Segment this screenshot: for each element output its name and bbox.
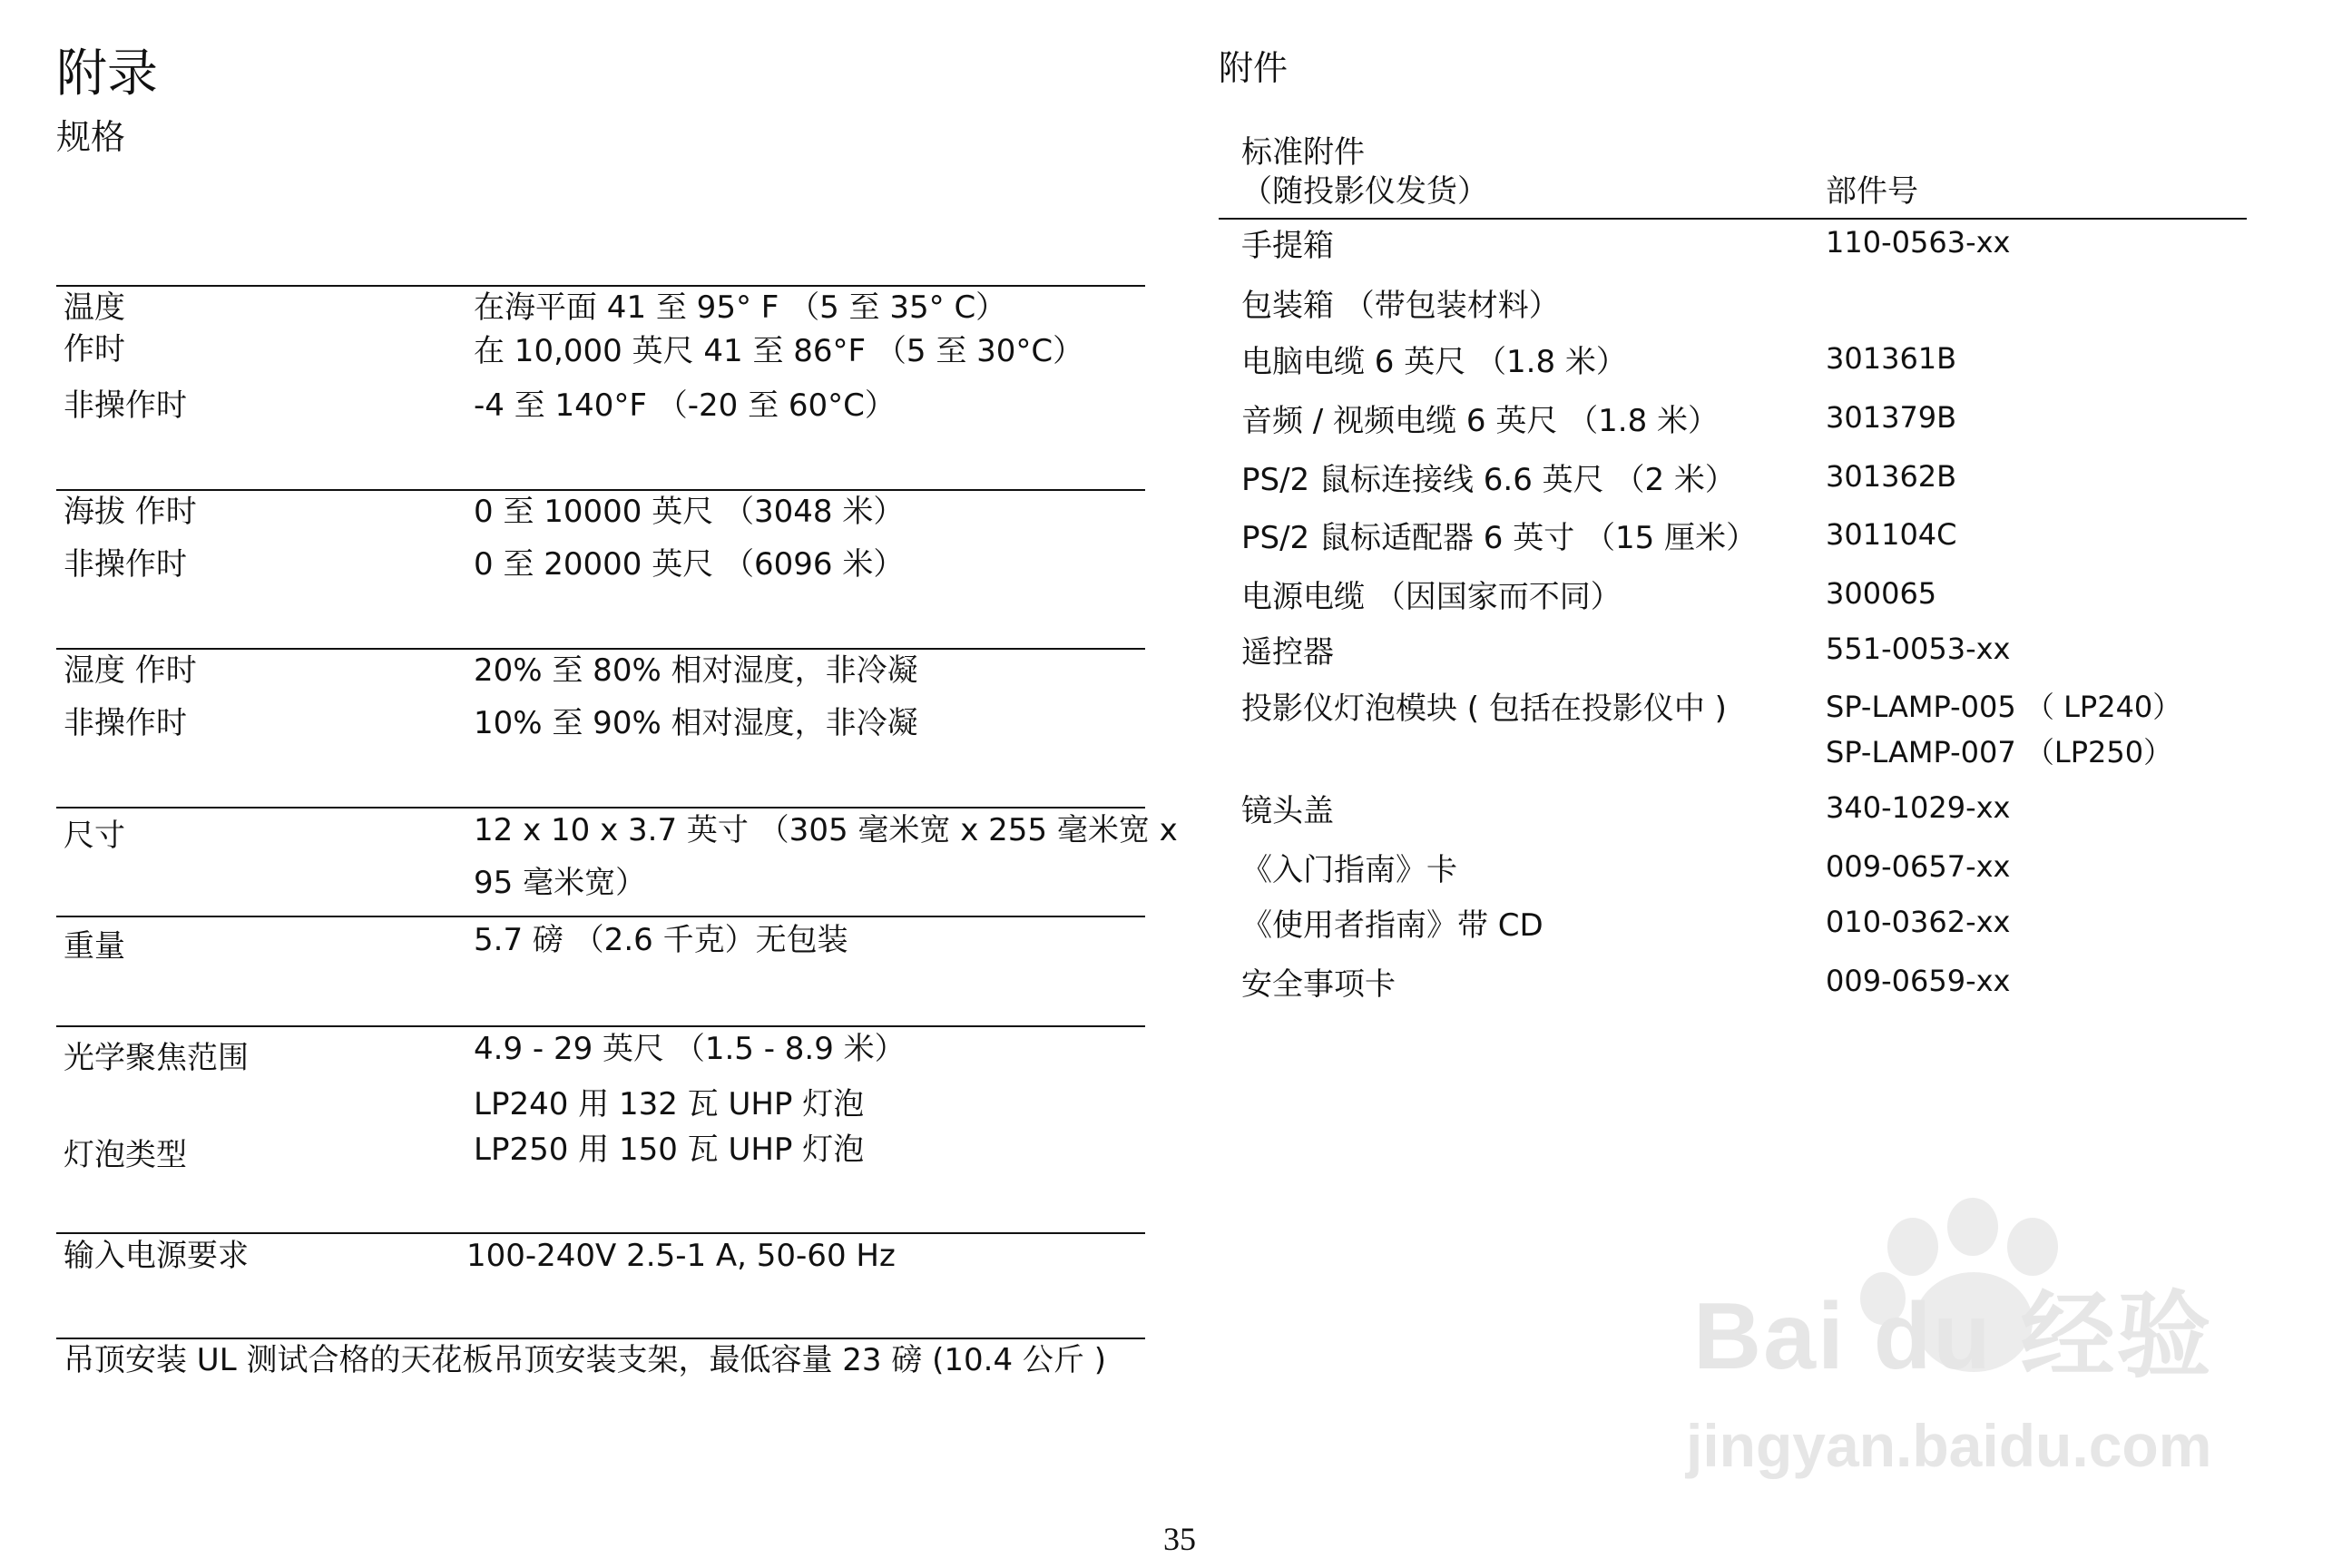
accessory-name: PS/2 鼠标连接线 6.6 英尺 （2 米）: [1241, 462, 1736, 498]
altitude-nonop-value: 0 至 20000 英尺 （6096 米）: [474, 546, 905, 583]
dimensions-label: 尺寸: [64, 818, 125, 854]
weight-value: 5.7 磅 （2.6 千克）无包装: [474, 922, 848, 958]
baidu-jingyan-logo: Bai du 经验: [1693, 1284, 2213, 1389]
accessory-name: 电脑电缆 6 英尺 （1.8 米）: [1241, 344, 1627, 380]
dimensions-value-2: 95 毫米宽）: [474, 865, 647, 901]
accessory-name: 《入门指南》卡: [1241, 852, 1457, 888]
divider: [56, 1025, 1145, 1027]
ceiling-mount-text: 吊顶安装 UL 测试合格的天花板吊顶安装支架，最低容量 23 磅 (10.4 公斤 ): [64, 1342, 1106, 1378]
divider: [56, 916, 1145, 917]
accessory-part: 009-0659-xx: [1826, 964, 2011, 998]
accessory-part: 110-0563-xx: [1826, 225, 2011, 260]
page-number: 35: [1163, 1521, 1196, 1557]
accessory-name: 手提箱: [1241, 228, 1334, 264]
accessory-name: 音频 / 视频电缆 6 英尺 （1.8 米）: [1241, 403, 1720, 439]
accessories-title: 附件: [1219, 48, 1289, 88]
accessory-name: 《使用者指南》带 CD: [1241, 907, 1544, 944]
accessory-name: 投影仪灯泡模块 ( 包括在投影仪中 ): [1241, 691, 1727, 727]
divider: [56, 1338, 1145, 1339]
accessory-part: 010-0362-xx: [1826, 905, 2011, 939]
accessory-part: 301104C: [1826, 517, 1957, 552]
humidity-label: 湿度 作时: [64, 652, 197, 689]
lamp-value-2: LP250 用 150 瓦 UHP 灯泡: [474, 1132, 865, 1168]
accessory-name: 镜头盖: [1241, 793, 1334, 829]
accessory-part: 301379B: [1826, 400, 1957, 435]
power-value: 100-240V 2.5-1 A, 50-60 Hz: [466, 1238, 896, 1274]
accessory-name: 电源电缆 （因国家而不同）: [1241, 579, 1622, 615]
divider: [56, 648, 1145, 650]
accessory-name: 包装箱 （带包装材料）: [1241, 288, 1560, 324]
divider: [56, 807, 1145, 808]
accessory-name: 遥控器: [1241, 634, 1334, 671]
focus-range-value: 4.9 - 29 英尺 （1.5 - 8.9 米）: [474, 1031, 906, 1067]
shipped-with-projector-header: （随投影仪发货）: [1241, 173, 1488, 210]
accessory-part: 300065: [1826, 576, 1937, 611]
specs-subtitle: 规格: [56, 117, 126, 157]
accessory-part: SP-LAMP-005 （ LP240）: [1826, 690, 2182, 724]
accessory-part: 009-0657-xx: [1826, 849, 2011, 884]
temperature-label: 温度: [64, 289, 125, 326]
humidity-nonop-value: 10% 至 90% 相对湿度，非冷凝: [474, 705, 918, 741]
power-label: 输入电源要求: [64, 1238, 249, 1274]
lamp-value-1: LP240 用 132 瓦 UHP 灯泡: [474, 1086, 865, 1122]
temperature-value-2: 在 10,000 英尺 41 至 86°F （5 至 30°C）: [474, 333, 1084, 369]
accessory-name: 安全事项卡: [1241, 966, 1396, 1003]
accessory-part: SP-LAMP-007 （LP250）: [1826, 735, 2173, 769]
header-divider: [1219, 218, 2247, 220]
temperature-value-1: 在海平面 41 至 95° F （5 至 35° C）: [474, 289, 1007, 326]
watermark-url: jingyan.baidu.com: [1686, 1412, 2212, 1479]
altitude-label: 海拔 作时: [64, 494, 197, 530]
accessory-part: 301361B: [1826, 341, 1957, 376]
temperature-op-label: 作时: [64, 331, 125, 368]
humidity-op-value: 20% 至 80% 相对湿度，非冷凝: [474, 652, 918, 689]
standard-accessories-header: 标准附件: [1241, 134, 1365, 171]
altitude-op-value: 0 至 10000 英尺 （3048 米）: [474, 494, 905, 530]
lamp-type-label: 灯泡类型: [64, 1137, 187, 1173]
altitude-nonop-label: 非操作时: [64, 546, 187, 583]
humidity-nonop-label: 非操作时: [64, 705, 187, 741]
part-number-header: 部件号: [1826, 173, 1918, 210]
divider: [56, 489, 1145, 491]
accessory-part: 301362B: [1826, 459, 1957, 494]
accessory-part: 340-1029-xx: [1826, 790, 2011, 825]
accessory-name: PS/2 鼠标适配器 6 英寸 （15 厘米）: [1241, 520, 1758, 556]
accessory-part: 551-0053-xx: [1826, 632, 2011, 666]
temperature-nonop-label: 非操作时: [64, 387, 187, 424]
divider: [56, 1232, 1145, 1234]
appendix-title: 附录: [56, 44, 158, 103]
dimensions-value-1: 12 x 10 x 3.7 英寸 （305 毫米宽 x 255 毫米宽 x: [474, 812, 1178, 848]
divider: [56, 285, 1145, 287]
temperature-nonop-value: -4 至 140°F （-20 至 60°C）: [474, 387, 896, 424]
focus-range-label: 光学聚焦范围: [64, 1040, 249, 1076]
weight-label: 重量: [64, 928, 125, 965]
